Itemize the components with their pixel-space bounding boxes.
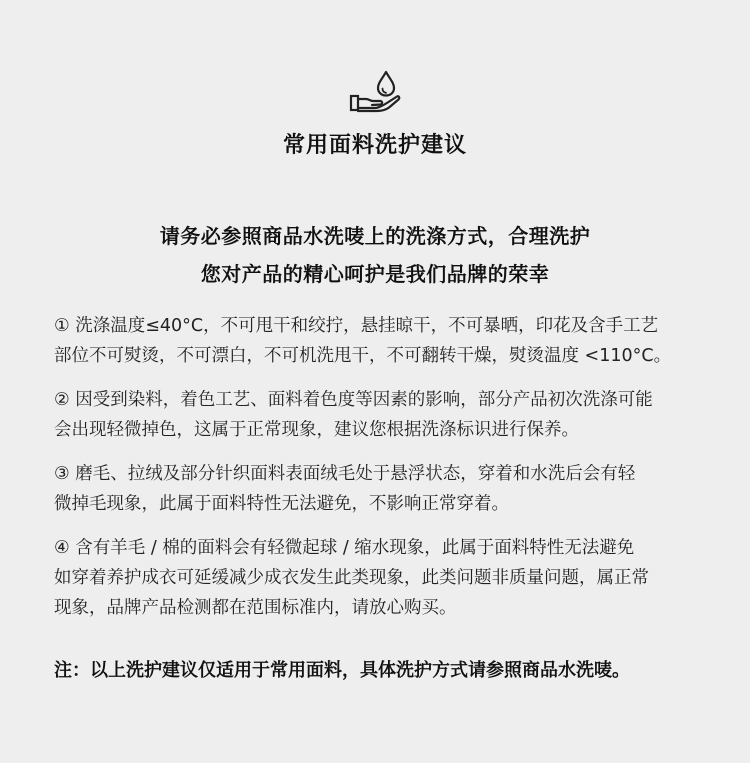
- care-item-1: [54, 311, 704, 371]
- care-item-2: [54, 385, 704, 445]
- care-item-text: ④ 含有羊毛 / 棉的面料会有轻微起球 / 缩水现象，此属于面料特性无法避免: [54, 538, 635, 558]
- care-instructions-list: [54, 311, 704, 637]
- intro-line-2: 您对产品的精心呵护是我们品牌的荣幸: [200, 262, 550, 286]
- care-item-text: ② 因受到染料，着色工艺、面料着色度等因素的影响，部分产品初次洗涤可能: [54, 390, 653, 410]
- footer-note: 注：以上洗护建议仅适用于常用面料，具体洗护方式请参照商品水洗唛。: [54, 660, 630, 681]
- care-item-4: [54, 533, 704, 623]
- page-title: 常用面料洗护建议: [282, 133, 467, 158]
- intro-line-1: 请务必参照商品水洗唛上的洗涤方式，合理洗护: [159, 224, 591, 248]
- care-item-text: ① 洗涤温度≤40°C，不可甩干和绞拧，悬挂晾干，不可暴晒，印花及含手工艺: [54, 316, 659, 336]
- care-item-text: ③ 磨毛、拉绒及部分针织面料表面绒毛处于悬浮状态，穿着和水洗后会有轻: [54, 464, 636, 484]
- hand-water-drop-icon: [348, 68, 404, 114]
- care-item-text: 部位不可熨烫，不可漂白，不可机洗甩干，不可翻转干燥，熨烫温度 <110°C。: [54, 346, 672, 366]
- care-item-text: 会出现轻微掉色，这属于正常现象，建议您根据洗涤标识进行保养。: [54, 420, 579, 440]
- care-item-text: 现象，品牌产品检测都在范围标准内，请放心购买。: [54, 598, 457, 618]
- care-item-text: 如穿着养护成衣可延缓减少成衣发生此类现象，此类问题非质量问题，属正常: [54, 568, 649, 588]
- care-item-3: [54, 459, 704, 519]
- care-item-text: 微掉毛现象，此属于面料特性无法避免，不影响正常穿着。: [54, 494, 509, 514]
